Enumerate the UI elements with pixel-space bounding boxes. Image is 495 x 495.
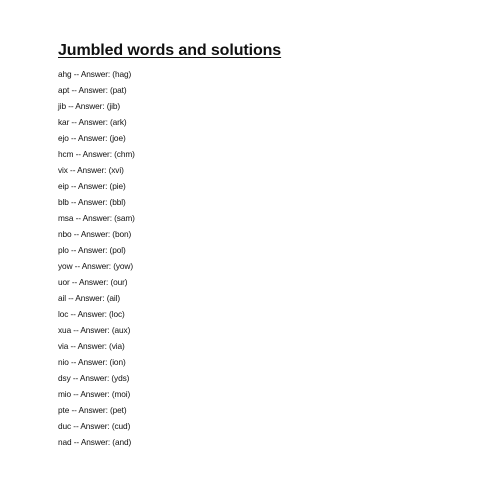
list-item: nio -- Answer: (ion) — [58, 357, 126, 367]
list-item: yow -- Answer: (yow) — [58, 261, 133, 271]
list-item: blb -- Answer: (bbl) — [58, 197, 126, 207]
page-title: Jumbled words and solutions — [58, 42, 282, 59]
list-item: plo -- Answer: (pol) — [58, 245, 126, 255]
list-item: nbo -- Answer: (bon) — [58, 229, 132, 239]
jumbled-words-list — [58, 68, 135, 452]
list-item: ejo -- Answer: (joe) — [58, 133, 126, 143]
list-item: msa -- Answer: (sam) — [58, 213, 135, 223]
list-item: jib -- Answer: (jib) — [58, 101, 121, 111]
list-item: duc -- Answer: (cud) — [58, 421, 131, 431]
list-item: dsy -- Answer: (yds) — [58, 373, 130, 383]
list-item: vix -- Answer: (xvi) — [58, 165, 124, 175]
list-item: via -- Answer: (via) — [58, 341, 125, 351]
list-item: xua -- Answer: (aux) — [58, 325, 131, 335]
list-item: ahg -- Answer: (hag) — [58, 69, 132, 79]
list-item: mio -- Answer: (moi) — [58, 389, 131, 399]
list-item: ail -- Answer: (ail) — [58, 293, 121, 303]
list-item: apt -- Answer: (pat) — [58, 85, 127, 95]
list-item: pte -- Answer: (pet) — [58, 405, 127, 415]
list-item: nad -- Answer: (and) — [58, 437, 132, 447]
list-item: eip -- Answer: (pie) — [58, 181, 126, 191]
list-item: uor -- Answer: (our) — [58, 277, 128, 287]
list-item: hcm -- Answer: (chm) — [58, 149, 135, 159]
list-item: kar -- Answer: (ark) — [58, 117, 127, 127]
list-item: loc -- Answer: (loc) — [58, 309, 125, 319]
